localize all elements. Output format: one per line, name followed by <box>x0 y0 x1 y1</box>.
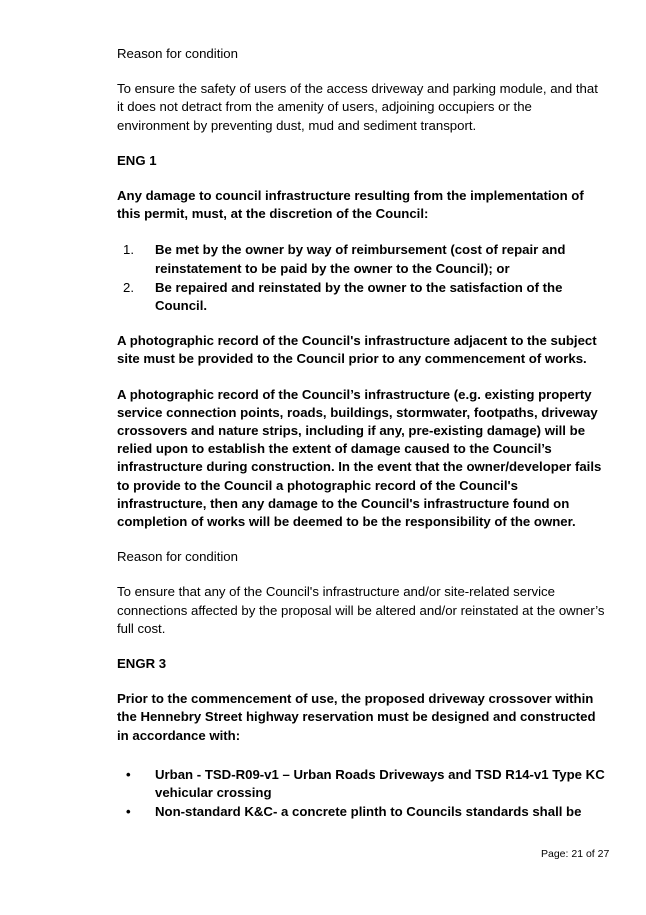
engr3-bullet-list <box>117 766 607 822</box>
list-item <box>117 803 607 821</box>
list-number: 1. <box>123 242 134 258</box>
eng1-numbered-list <box>117 241 607 315</box>
reason-heading: Reason for condition <box>117 549 238 565</box>
reason-text: To ensure that any of the Council's infrastructure and/or site-related service connections affected by the proposal will be altered and/or reinstated at the owner’s full cost. <box>117 584 605 636</box>
reason-text: To ensure the safety of users of the access driveway and parking module, and that it does not detract from the amenity of users, adjoining occupiers or the environment by preventing dust, mud and sediment transport. <box>117 81 598 133</box>
list-item-text: Be repaired and reinstated by the owner to the satisfaction of the Council. <box>155 279 563 314</box>
list-number: 2. <box>123 279 134 295</box>
list-item <box>117 766 607 802</box>
section-heading-engr3: ENGR 3 <box>117 656 167 672</box>
photo-record-paragraph: A photographic record of the Council's infrastructure adjacent to the subject site must be provided to the Council prior to any commencement of works. <box>117 333 597 367</box>
list-item <box>117 241 607 277</box>
list-item-text: Be met by the owner by way of reimbursement (cost of repair and reinstatement to be paid by the owner to the Council); or <box>155 242 566 276</box>
engr3-intro: Prior to the commencement of use, the proposed driveway crossover within the Hennebry Street highway reservation must be designed and constructed in accordance with: <box>117 691 596 743</box>
bullet-icon: • <box>126 804 131 820</box>
list-item-text: Non-standard K&C- a concrete plinth to Councils standards shall be <box>155 804 582 820</box>
document-body <box>117 45 607 823</box>
bullet-icon: • <box>126 766 131 782</box>
section-heading-eng1: ENG 1 <box>117 152 157 168</box>
reason-heading: Reason for condition <box>117 46 238 61</box>
eng1-intro: Any damage to council infrastructure resulting from the implementation of this permit, must, at the discretion of the Council: <box>117 188 584 222</box>
list-item-text: Urban - TSD-R09-v1 – Urban Roads Driveways and TSD R14-v1 Type KC vehicular crossing <box>155 766 605 801</box>
list-item <box>117 279 607 315</box>
photo-record-detail-paragraph: A photographic record of the Council’s infrastructure (e.g. existing property service connection points, roads, buildings, stormwater, footpaths, driveway crossovers and nature strips, including if any, pre-existing damage) will be relied upon to establish the extent of damage caused to the Council’s infrastructure during construction. In the event that the owner/developer fails to provide to the Council a photographic record of the Council's infrastructure, then any damage to the Council's infrastructure found on completion of works will be deemed to be the responsibility of the owner. <box>117 386 602 530</box>
page-number: Page: 21 of 27 <box>541 848 610 860</box>
